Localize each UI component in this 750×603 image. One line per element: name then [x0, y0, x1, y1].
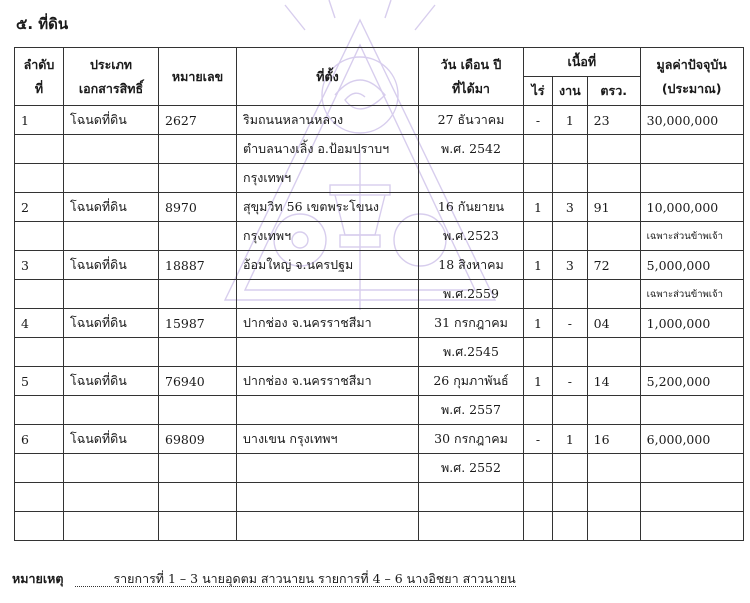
cell-seq: 4: [15, 309, 64, 338]
cell-doc-type: โฉนดที่ดิน: [64, 251, 159, 280]
cell-doc-type: โฉนดที่ดิน: [64, 309, 159, 338]
cell-value: 5,200,000: [640, 367, 743, 396]
header-number: หมายเลข: [159, 48, 237, 106]
cell-seq: [15, 280, 64, 309]
cell-wa: [587, 135, 640, 164]
header-area-wa: ตรว.: [587, 77, 640, 106]
header-area-ngan: งาน: [553, 77, 588, 106]
cell-value: [640, 164, 743, 193]
cell-date: พ.ศ. 2552: [419, 454, 524, 483]
cell-doc-type: โฉนดที่ดิน: [64, 425, 159, 454]
cell-seq: [15, 164, 64, 193]
header-doc-type: ประเภท เอกสารสิทธิ์: [64, 48, 159, 106]
cell-rai: [524, 135, 553, 164]
cell-ngan: 3: [553, 193, 588, 222]
cell-location: ริมถนนหลานหลวง: [237, 106, 419, 135]
cell-ngan: 1: [553, 425, 588, 454]
cell-wa: [587, 483, 640, 512]
cell-seq: 1: [15, 106, 64, 135]
cell-doc-type: โฉนดที่ดิน: [64, 367, 159, 396]
cell-value: [640, 512, 743, 541]
cell-seq: 2: [15, 193, 64, 222]
cell-location: บางเขน กรุงเทพฯ: [237, 425, 419, 454]
cell-value: 30,000,000: [640, 106, 743, 135]
cell-location: กรุงเทพฯ: [237, 164, 419, 193]
cell-wa: [587, 454, 640, 483]
table-row: [15, 222, 744, 251]
cell-ngan: -: [553, 367, 588, 396]
cell-number: [159, 222, 237, 251]
cell-date: 26 กุมภาพันธ์: [419, 367, 524, 396]
cell-value: [640, 454, 743, 483]
cell-wa: 04: [587, 309, 640, 338]
cell-seq: 3: [15, 251, 64, 280]
cell-seq: 6: [15, 425, 64, 454]
cell-ngan: -: [553, 309, 588, 338]
cell-number: [159, 164, 237, 193]
cell-number: 76940: [159, 367, 237, 396]
cell-value: เฉพาะส่วนข้าพเจ้า: [640, 222, 743, 251]
cell-ngan: [553, 454, 588, 483]
cell-location: ปากช่อง จ.นครราชสีมา: [237, 367, 419, 396]
cell-value: [640, 483, 743, 512]
cell-location: [237, 454, 419, 483]
cell-value: 1,000,000: [640, 309, 743, 338]
header-seq: ลำดับ ที่: [15, 48, 64, 106]
cell-ngan: [553, 222, 588, 251]
remark-text: รายการที่ 1 – 3 นายอุดตม สาวนายน รายการที่ 4 – 6 นางอิชยา สาวนายน: [75, 571, 515, 587]
cell-doc-type: [64, 512, 159, 541]
cell-value: 6,000,000: [640, 425, 743, 454]
cell-rai: 1: [524, 309, 553, 338]
cell-doc-type: โฉนดที่ดิน: [64, 106, 159, 135]
table-row: [15, 512, 744, 541]
cell-date: [419, 483, 524, 512]
section-title: ๕. ที่ดิน: [16, 15, 69, 33]
cell-wa: 16: [587, 425, 640, 454]
cell-doc-type: [64, 222, 159, 251]
cell-ngan: [553, 135, 588, 164]
cell-seq: [15, 135, 64, 164]
cell-date: 18 สิงหาคม: [419, 251, 524, 280]
remark: [12, 569, 516, 589]
cell-date: พ.ศ.2545: [419, 338, 524, 367]
table-row: [15, 483, 744, 512]
cell-date: [419, 164, 524, 193]
cell-rai: [524, 512, 553, 541]
header-location: ที่ตั้ง: [237, 48, 419, 106]
cell-date: [419, 512, 524, 541]
cell-ngan: [553, 512, 588, 541]
header-area: เนื้อที่: [524, 48, 641, 77]
cell-doc-type: [64, 338, 159, 367]
table-row: [15, 280, 744, 309]
cell-wa: [587, 396, 640, 425]
cell-number: [159, 338, 237, 367]
cell-wa: [587, 512, 640, 541]
cell-value: 5,000,000: [640, 251, 743, 280]
cell-rai: [524, 396, 553, 425]
cell-value: เฉพาะส่วนข้าพเจ้า: [640, 280, 743, 309]
cell-location: [237, 483, 419, 512]
cell-location: ปากช่อง จ.นครราชสีมา: [237, 309, 419, 338]
cell-value: [640, 338, 743, 367]
cell-date: พ.ศ. 2557: [419, 396, 524, 425]
cell-date: พ.ศ.2559: [419, 280, 524, 309]
cell-location: [237, 280, 419, 309]
table-row: [15, 338, 744, 367]
cell-doc-type: [64, 135, 159, 164]
cell-seq: [15, 454, 64, 483]
header-date: วัน เดือน ปี ที่ได้มา: [419, 48, 524, 106]
table-row: [15, 164, 744, 193]
cell-wa: [587, 222, 640, 251]
cell-ngan: 3: [553, 251, 588, 280]
table-row: [15, 309, 744, 338]
cell-rai: [524, 280, 553, 309]
cell-wa: 72: [587, 251, 640, 280]
cell-value: 10,000,000: [640, 193, 743, 222]
table-row: [15, 454, 744, 483]
cell-date: 30 กรกฎาคม: [419, 425, 524, 454]
table-row: [15, 135, 744, 164]
cell-location: กรุงเทพฯ: [237, 222, 419, 251]
cell-ngan: [553, 483, 588, 512]
cell-ngan: [553, 338, 588, 367]
cell-location: อ้อมใหญ่ จ.นครปฐม: [237, 251, 419, 280]
cell-doc-type: [64, 483, 159, 512]
cell-ngan: [553, 280, 588, 309]
cell-doc-type: [64, 164, 159, 193]
cell-number: 18887: [159, 251, 237, 280]
cell-wa: [587, 338, 640, 367]
remark-label: หมายเหตุ: [12, 571, 64, 586]
cell-ngan: [553, 164, 588, 193]
table-row: [15, 367, 744, 396]
cell-rai: -: [524, 106, 553, 135]
cell-seq: [15, 222, 64, 251]
cell-rai: [524, 454, 553, 483]
cell-wa: 91: [587, 193, 640, 222]
table-row: [15, 396, 744, 425]
table-row: [15, 251, 744, 280]
cell-ngan: [553, 396, 588, 425]
cell-date: พ.ศ. 2542: [419, 135, 524, 164]
header-value: มูลค่าปัจจุบัน (ประมาณ): [640, 48, 743, 106]
cell-number: 69809: [159, 425, 237, 454]
cell-wa: [587, 280, 640, 309]
cell-doc-type: [64, 280, 159, 309]
cell-rai: [524, 222, 553, 251]
cell-number: [159, 135, 237, 164]
cell-location: [237, 396, 419, 425]
cell-date: 27 ธันวาคม: [419, 106, 524, 135]
cell-number: [159, 280, 237, 309]
cell-doc-type: [64, 396, 159, 425]
cell-location: สุขุมวิท 56 เขตพระโขนง: [237, 193, 419, 222]
cell-seq: [15, 396, 64, 425]
cell-rai: 1: [524, 251, 553, 280]
cell-doc-type: โฉนดที่ดิน: [64, 193, 159, 222]
table-row: [15, 193, 744, 222]
table-row: [15, 106, 744, 135]
cell-location: ตำบลนางเลิ้ง อ.ป้อมปราบฯ: [237, 135, 419, 164]
cell-number: [159, 483, 237, 512]
cell-location: [237, 338, 419, 367]
cell-date: 16 กันยายน: [419, 193, 524, 222]
cell-date: 31 กรกฎาคม: [419, 309, 524, 338]
cell-location: [237, 512, 419, 541]
cell-seq: [15, 483, 64, 512]
header-area-rai: ไร่: [524, 77, 553, 106]
cell-value: [640, 135, 743, 164]
cell-doc-type: [64, 454, 159, 483]
cell-number: [159, 454, 237, 483]
cell-value: [640, 396, 743, 425]
cell-rai: [524, 164, 553, 193]
cell-date: พ.ศ.2523: [419, 222, 524, 251]
cell-number: [159, 512, 237, 541]
cell-wa: 14: [587, 367, 640, 396]
cell-rai: -: [524, 425, 553, 454]
cell-number: [159, 396, 237, 425]
cell-wa: 23: [587, 106, 640, 135]
cell-rai: 1: [524, 193, 553, 222]
cell-seq: [15, 338, 64, 367]
cell-rai: [524, 483, 553, 512]
cell-number: 8970: [159, 193, 237, 222]
cell-wa: [587, 164, 640, 193]
cell-seq: [15, 512, 64, 541]
cell-rai: [524, 338, 553, 367]
table-row: [15, 425, 744, 454]
cell-rai: 1: [524, 367, 553, 396]
cell-number: 2627: [159, 106, 237, 135]
cell-number: 15987: [159, 309, 237, 338]
land-assets-table: [14, 47, 744, 541]
cell-ngan: 1: [553, 106, 588, 135]
cell-seq: 5: [15, 367, 64, 396]
